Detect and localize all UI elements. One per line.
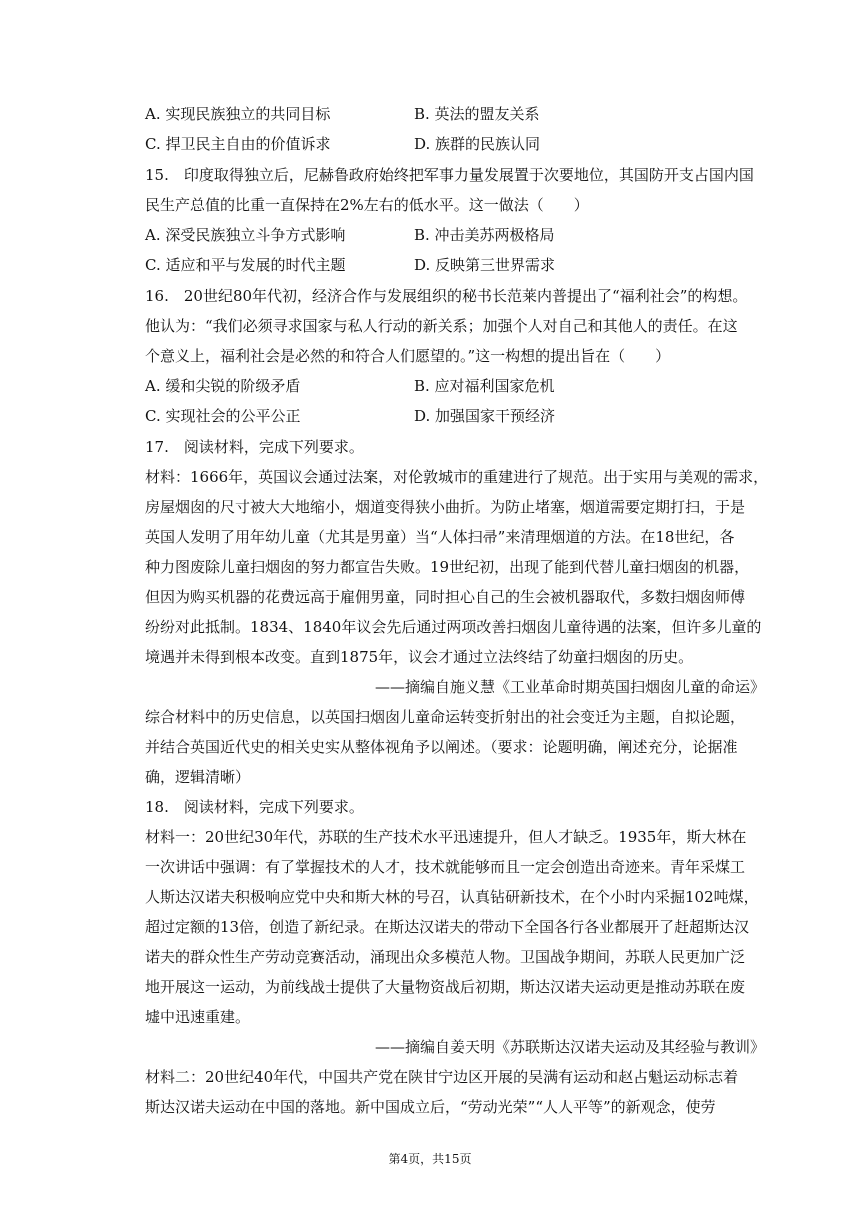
q17-task-line: 综合材料中的历史信息，以英国扫烟囱儿童命运转变折射出的社会变迁为主题，自拟论题， bbox=[145, 708, 746, 726]
q17-material-line: 境遇并未得到根本改变。直到1875年，议会才通过立法终结了幼童扫烟囱的历史。 bbox=[145, 648, 694, 666]
q18-source-citation: ——摘编自姜天明《苏联斯达汉诺夫运动及其经验与教训》 bbox=[374, 1038, 765, 1056]
q16-option-b: B. 应对福利国家危机 bbox=[414, 377, 555, 395]
q17-material-line: 种力图废除儿童扫烟囱的努力都宣告失败。19世纪初，出现了能到代替儿童扫烟囱的机器， bbox=[145, 558, 750, 576]
q14-option-b: B. 英法的盟友关系 bbox=[414, 105, 540, 123]
page-number-footer: 第4页，共15页 bbox=[388, 1152, 472, 1166]
q14-option-a: A. 实现民族独立的共同目标 bbox=[145, 105, 331, 123]
q14-option-c: C. 捍卫民主自由的价值诉求 bbox=[145, 135, 331, 153]
q18-heading: 18. 阅读材料，完成下列要求。 bbox=[145, 798, 364, 816]
q18-material2-line: 斯达汉诺夫运动在中国的落地。新中国成立后，“劳动光荣”“人人平等”的新观念，使劳 bbox=[145, 1098, 716, 1116]
q15-option-b: B. 冲击美苏两极格局 bbox=[414, 226, 555, 244]
q17-material-line: 但因为购买机器的花费远高于雇佣男童，同时担心自己的生会被机器取代，多数扫烟囱师傅 bbox=[145, 588, 746, 606]
q15-option-a: A. 深受民族独立斗争方式影响 bbox=[145, 226, 346, 244]
q17-task-line: 并结合英国近代史的相关史实从整体视角予以阐述。（要求：论题明确，阐述充分，论据准 bbox=[145, 738, 738, 756]
q16-option-d: D. 加强国家干预经济 bbox=[414, 407, 556, 425]
q15-stem-line: 民生产总值的比重一直保持在2%左右的低水平。这一做法（ ） bbox=[145, 196, 589, 214]
q16-stem-line: 他认为：“我们必须寻求国家与私人行动的新关系；加强个人对自己和其他人的责任。在这 bbox=[145, 317, 738, 335]
q18-material1-line: 诺夫的群众性生产劳动竞赛活动，涌现出众多模范人物。卫国战争期间，苏联人民更加广泛 bbox=[145, 948, 746, 966]
q18-material1-line: 墟中迅速重建。 bbox=[145, 1008, 251, 1026]
q16-stem-line: 个意义上，福利社会是必然的和符合人们愿望的。”这一构想的提出旨在（ ） bbox=[145, 347, 671, 365]
q16-option-a: A. 缓和尖锐的阶级矛盾 bbox=[145, 377, 301, 395]
q15-stem-line: 15. 印度取得独立后，尼赫鲁政府始终把军事力量发展置于次要地位，其国防开支占国内国 bbox=[145, 166, 754, 184]
q17-material-line: 英国人发明了用年幼儿童（尤其是男童）当“人体扫帚”来清理烟道的方法。在18世纪，各 bbox=[145, 528, 735, 546]
q17-heading: 17. 阅读材料，完成下列要求。 bbox=[145, 438, 364, 456]
q18-material1-line: 超过定额的13倍，创造了新纪录。在斯达汉诺夫的带动下全国各行各业都展开了赶超斯达汉 bbox=[145, 918, 750, 936]
q18-material1-line: 一次讲话中强调：有了掌握技术的人才，技术就能够而且一定会创造出奇迹来。青年采煤工 bbox=[145, 858, 746, 876]
q18-material1-line: 材料一：20世纪30年代，苏联的生产技术水平迅速提升，但人才缺乏。1935年，斯大林在 bbox=[145, 828, 747, 846]
q17-task-line: 确，逻辑清晰） bbox=[145, 768, 251, 786]
q16-stem-line: 16. 20世纪80年代初，经济合作与发展组织的秘书长范莱内普提出了“福利社会”的构想。 bbox=[145, 287, 748, 305]
q18-material2-line: 材料二：20世纪40年代，中国共产党在陕甘宁边区开展的吴满有运动和赵占魁运动标志着 bbox=[145, 1068, 739, 1086]
q17-material-line: 纷纷对此抵制。1834、1840年议会先后通过两项改善扫烟囱儿童待遇的法案，但许多儿童的 bbox=[145, 618, 762, 636]
q16-option-c: C. 实现社会的公平公正 bbox=[145, 407, 301, 425]
q17-material-line: 房屋烟囱的尺寸被大大地缩小，烟道变得狭小曲折。为防止堵塞，烟道需要定期打扫，于是 bbox=[145, 498, 746, 516]
q15-option-c: C. 适应和平与发展的时代主题 bbox=[145, 256, 346, 274]
q17-material-line: 材料：1666年，英国议会通过法案，对伦敦城市的重建进行了规范。出于实用与美观的需求， bbox=[145, 468, 769, 486]
q14-option-d: D. 族群的民族认同 bbox=[414, 135, 541, 153]
q18-material1-line: 地开展这一运动，为前线战士提供了大量物资战后初期，斯达汉诺夫运动更是推动苏联在废 bbox=[145, 978, 746, 996]
q17-source-citation: ——摘编自施义慧《工业革命时期英国扫烟囱儿童的命运》 bbox=[374, 678, 765, 696]
q18-material1-line: 人斯达汉诺夫积极响应党中央和斯大林的号召，认真钻研新技术，在个小时内采掘102吨煤， bbox=[145, 888, 759, 906]
q15-option-d: D. 反映第三世界需求 bbox=[414, 256, 556, 274]
